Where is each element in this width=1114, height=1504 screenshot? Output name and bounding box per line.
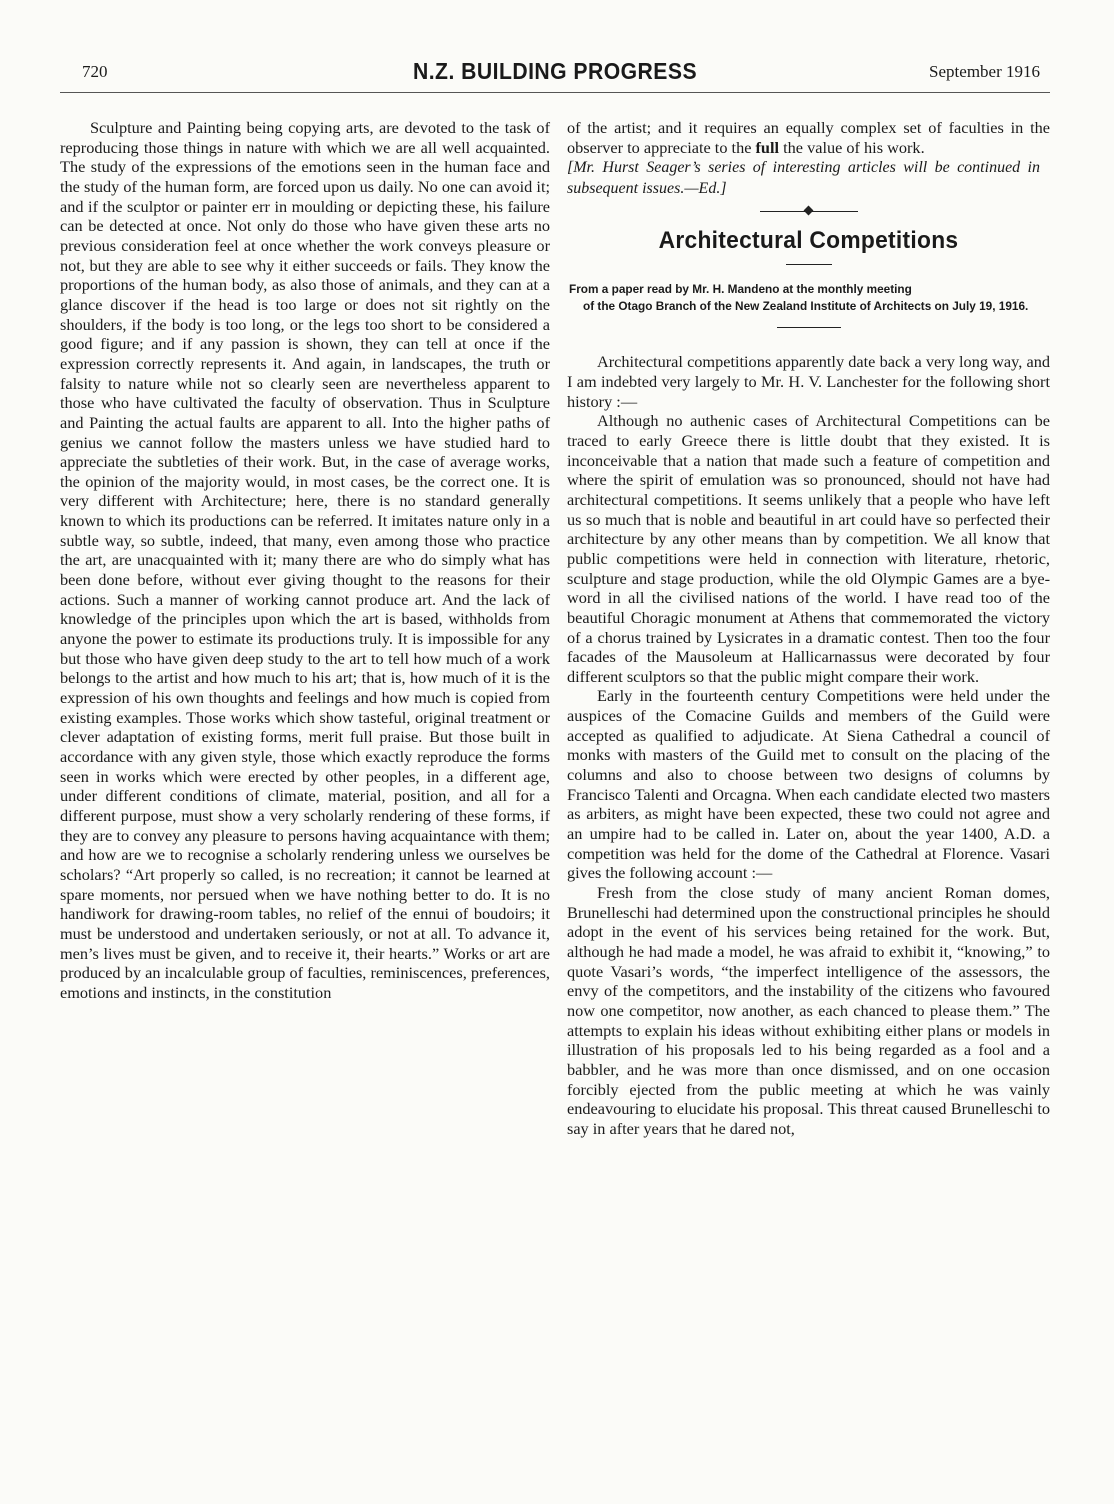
continuation-text: of the artist; and it requires an equally complex set of faculties in the observer to appreciate to the [567,118,1050,157]
running-header [60,58,1050,92]
byline [567,281,1050,315]
byline-line-2: of the Otago Branch of the New Zealand Institute of Architects on July 19, 1916. [583,299,1029,314]
right-column [567,118,1050,1139]
publication-title: N.Z. BUILDING PROGRESS [412,58,698,84]
page-number: 720 [82,62,108,81]
section-title: Architectural Competitions [658,227,959,255]
continuation-text-end: the value of his work. [783,137,925,157]
article-paragraph: Early in the fourteenth century Competitions were held under the auspices of the Comacine Guilds and members of the Guild were accepted as qualified to adjudicate. At Siena Cathedral a council of monks with masters of the Guild met to consult on the placing of the columns and also to choose between two designs of columns by Francisco Talenti and Orcagna. When each candidate elected two masters as arbiters, as might have been expected, these two could not agree and an umpire had to be called in. Later on, about the year 1400, A.D. a competition was held for the dome of the Cathedral at Florence. Vasari gives the following account :— [567,686,1050,883]
article-paragraph: Fresh from the close study of many ancient Roman domes, Brunelleschi had determined upon the constructional principles he should adopt in the event of his services being retained for the work. But, although he had made a model, he was afraid to exhibit it, “knowing,” to quote Vasari’s words, “the imperfect intelligence of the assessors, the envy of the competitors, and the instability of the citizens who favoured now one competitor, now another, as each chanced to please them.” The attempts to explain his ideas without exhibiting either plans or models in illustration of his proposals led to his being regarded as a fool and a babbler, and he was more than once dismissed, and on one occasion forcibly ejected from the public meeting at which he was vainly endeavouring to elucidate his proposal. This threat caused Brunelleschi to say in after years that he dared not, [567,883,1050,1138]
header-rule [60,92,1050,93]
competitions-body [567,352,1050,1138]
left-column [60,118,550,1003]
article-continuation [567,118,1050,157]
byline-rule [777,327,841,328]
section-divider [760,211,858,212]
issue-date: September 1916 [929,62,1040,81]
continuation-bold-word: full [755,137,780,157]
diamond-ornament-icon [803,206,813,216]
byline-line-1: From a paper read by Mr. H. Mandeno at the monthly meeting [569,282,912,297]
article-paragraph: Although no authenic cases of Architectural Competitions can be traced to early Greece there is little doubt that they existed. It is inconceivable that a nation that made such a feature of competition and where the spirit of emulation was so pronounced, should not have had architectural competitions. It seems unlikely that a people who have left us so much that is noble and beautiful in art could have so perfected their architecture by any other means than by competition. We all know that public competitions were held in connection with literature, rhetoric, sculpture and stage production, while the old Olympic Games are a bye-word in all the civilised nations of the world. I have read too of the beautiful Choragic monument at Athens that commemorated the victory of a chorus trained by Lysicrates in a dramatic contest. Then too the four facades of the Mausoleum at Hallicarnassus were decorated by four different sculptors so that the public might compare their work. [567,411,1050,686]
article-paragraph: Architectural competitions apparently date back a very long way, and I am indebted very largely to Mr. H. V. Lanchester for the following short history :— [567,352,1050,411]
editor-note: [Mr. Hurst Seager’s series of interesting articles will be continued in subsequent issues.—Ed.] [567,159,1040,198]
title-rule [786,264,832,265]
article-paragraph: Sculpture and Painting being copying arts, are devoted to the task of reproducing those things in nature with which we are all well acquainted. The study of the expressions of the emotions seen in the human face and the study of the human form, are forced upon us daily. No one can avoid it; and if the sculptor or painter err in moulding or depicting these, his failure can be detected at once. Not only do those who have given these arts no previous consideration feel at once whether the work conveys pleasure or not, but they are able to see why it either succeeds or fails. They know the proportions of the human body, as also those of animals, and they can at a glance discover if the head is too large or does not sit rightly on the shoulders, if the body is too long, or the legs too short to be considered a good figure; and if any passion is shown, they can tell at once if the expression correctly represents it. And again, in landscapes, the truth or falsity to nature while not so clearly seen are nevertheless apparent to those who have cultivated the faculty of observation. Thus in Sculpture and Painting the actual faults are apparent to all. Into the higher paths of genius we cannot follow the masters unless we have studied hard to appreciate the subtleties of their work. But, in the case of average works, the opinion of the majority would, in most cases, be the correct one. It is very different with Architecture; here, there is no standard generally known to which its productions can be referred. It imitates nature only in a subtle way, so subtle, indeed, that many, even among those who practice the art, are unacquainted with it; many there are who do simply what has been done before, without ever giving thought to the reasons for their actions. Such a manner of working cannot produce art. And the lack of knowledge of the principles upon which the art is based, withholds from anyone the power to estimate its productions truly. It is impossible for any but those who have given deep study to the art to tell how much of a work belongs to the artist and how much to his art; that is, how much of it is the expression of his own thoughts and feelings and how much is copied from existing examples. Those works which show tasteful, original treatment or clever adaptation of existing forms, merit full praise. But those built in accordance with any given style, those which exactly reproduce the forms seen in works which were erected by other peoples, in a different age, under different conditions of climate, material, position, and all for a different purpose, must show a very scholarly rendering of these forms, if they are to convey any pleasure to persons having acquaintance with them; and how are we to recognise a scholarly rendering unless we ourselves be scholars? “Art properly so called, is no recreation; it cannot be learned at spare moments, nor persued when we have nothing better to do. It is no handiwork for drawing-room tables, no relief of the ennui of boudoirs; it must be understood and undertaken seriously, or not at all. To advance it, men’s lives must be given, and to receive it, their hearts.” Works or art are produced by an incalculable group of faculties, reminiscences, preferences, emotions and instincts, in the constitution [60,118,550,1002]
